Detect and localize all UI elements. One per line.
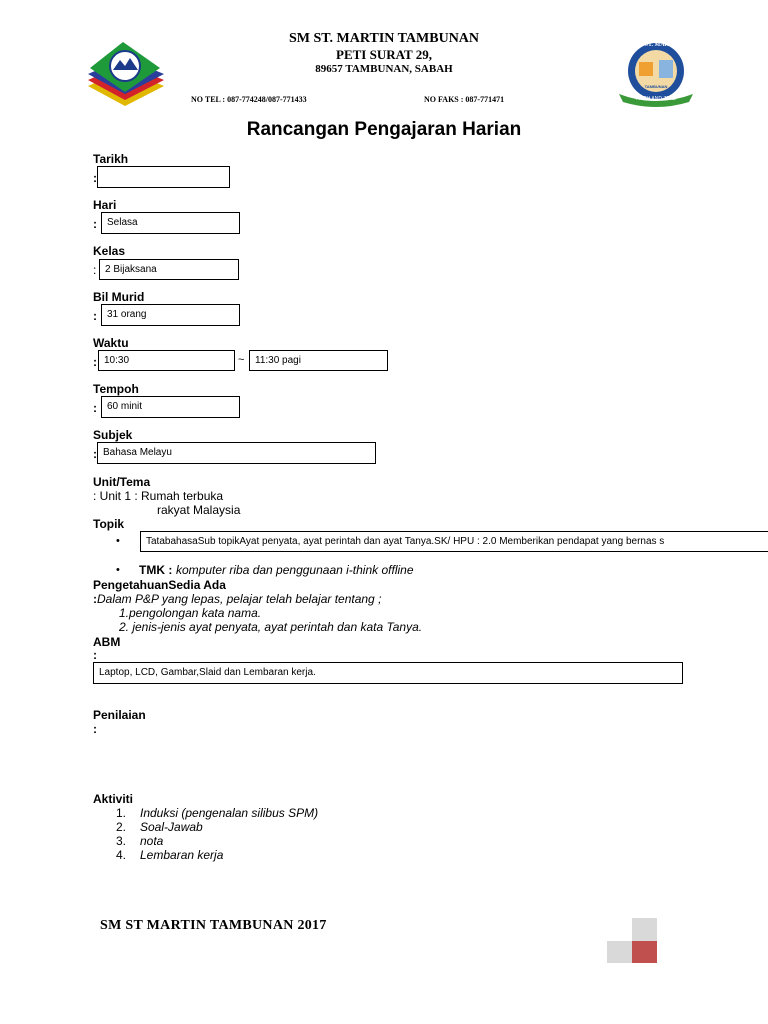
- footer-text: SM ST MARTIN TAMBUNAN 2017: [100, 918, 327, 933]
- tempoh-label: Tempoh: [93, 382, 139, 396]
- waktu-end-field[interactable]: 11:30 pagi: [249, 350, 388, 371]
- list-item-text: nota: [140, 834, 164, 848]
- subjek-label: Subjek: [93, 428, 133, 442]
- school-fax: NO FAKS : 087-771471: [424, 95, 505, 104]
- tmk-value: komputer riba dan penggunaan i-think offline: [176, 563, 414, 577]
- topik-bullet: •: [116, 535, 120, 547]
- pengetahuan-label: PengetahuanSedia Ada: [93, 578, 226, 592]
- tmk-label: TMK :: [139, 563, 173, 577]
- hari-label: Hari: [93, 198, 117, 212]
- list-item-text: Induksi (pengenalan silibus SPM): [140, 806, 319, 820]
- abm-colon: :: [93, 648, 97, 662]
- pengetahuan-line-1: Dalam P&P yang lepas, pelajar telah belajar tentang ;: [97, 592, 382, 606]
- pengetahuan-colon: :: [93, 592, 97, 606]
- topik-label: Topik: [93, 517, 125, 531]
- unit-line-1: : Unit 1 : Rumah terbuka: [93, 489, 224, 503]
- tempoh-field[interactable]: 60 minit: [101, 396, 240, 418]
- kelas-field[interactable]: 2 Bijaksana: [99, 259, 239, 280]
- tarikh-colon: :: [93, 171, 97, 185]
- penilaian-label: Penilaian: [93, 708, 146, 722]
- penilaian-colon: :: [93, 722, 97, 736]
- waktu-label: Waktu: [93, 336, 129, 350]
- list-item-number: 4.: [116, 848, 127, 862]
- aktiviti-label: Aktiviti: [93, 792, 134, 806]
- unit-label: Unit/Tema: [93, 475, 151, 489]
- tmk-bullet: •: [116, 564, 120, 576]
- logo-right-banner-text: FAITH AND ZEAL: [636, 96, 676, 102]
- school-address-2: 89657 TAMBUNAN, SABAH: [315, 63, 453, 75]
- waktu-separator: ~: [238, 354, 245, 366]
- logo-right-sub-text: TAMBUNAN: [644, 84, 668, 89]
- tarikh-field[interactable]: [97, 166, 230, 188]
- list-item: [116, 848, 516, 862]
- subjek-colon: :: [93, 447, 97, 461]
- hari-field[interactable]: Selasa: [101, 212, 240, 234]
- subjek-field[interactable]: Bahasa Melayu: [97, 442, 376, 464]
- pengetahuan-line-3: 2. jenis-jenis ayat penyata, ayat perintah dan kata Tanya.: [119, 620, 423, 634]
- footer-gray-square-top: [632, 918, 657, 941]
- list-item: [116, 806, 516, 820]
- page-title: Rancangan Pengajaran Harian: [246, 119, 522, 140]
- abm-label: ABM: [93, 635, 121, 649]
- aktiviti-list: [116, 806, 516, 862]
- unit-line-2: rakyat Malaysia: [157, 503, 241, 517]
- list-item-number: 2.: [116, 820, 127, 834]
- school-address-1: PETI SURAT 29,: [336, 47, 432, 62]
- waktu-colon: :: [93, 355, 97, 369]
- list-item-number: 3.: [116, 834, 127, 848]
- tarikh-label: Tarikh: [93, 152, 129, 166]
- hari-colon: :: [93, 217, 97, 231]
- pengetahuan-line-2: 1.pengolongan kata nama.: [119, 606, 262, 620]
- bil-murid-field[interactable]: 31 orang: [101, 304, 240, 326]
- list-item: [116, 834, 516, 848]
- kelas-colon: :: [93, 263, 97, 277]
- bil-murid-label: Bil Murid: [93, 290, 145, 304]
- abm-field[interactable]: Laptop, LCD, Gambar,Slaid dan Lembaran kerja.: [93, 662, 683, 684]
- list-item-text: Soal-Jawab: [140, 820, 203, 834]
- footer-red-square: [632, 941, 657, 963]
- footer-gray-square-left: [607, 941, 632, 963]
- school-tel: NO TEL : 087-774248/087-771433: [191, 95, 307, 104]
- list-item: [116, 820, 516, 834]
- school-name: SM ST. MARTIN TAMBUNAN: [288, 31, 480, 46]
- bil-murid-colon: :: [93, 309, 97, 323]
- kelas-label: Kelas: [93, 244, 126, 258]
- list-item-number: 1.: [116, 806, 127, 820]
- tempoh-colon: :: [93, 401, 97, 415]
- logo-right-top-text: SM. ST. MARTIN: [632, 42, 680, 48]
- topik-field[interactable]: TatabahasaSub topikAyat penyata, ayat perintah dan ayat Tanya.SK/ HPU : 2.0 Memberikan pendapat yang bernas s: [140, 531, 768, 552]
- list-item-text: Lembaran kerja: [140, 848, 224, 862]
- waktu-start-field[interactable]: 10:30: [98, 350, 235, 371]
